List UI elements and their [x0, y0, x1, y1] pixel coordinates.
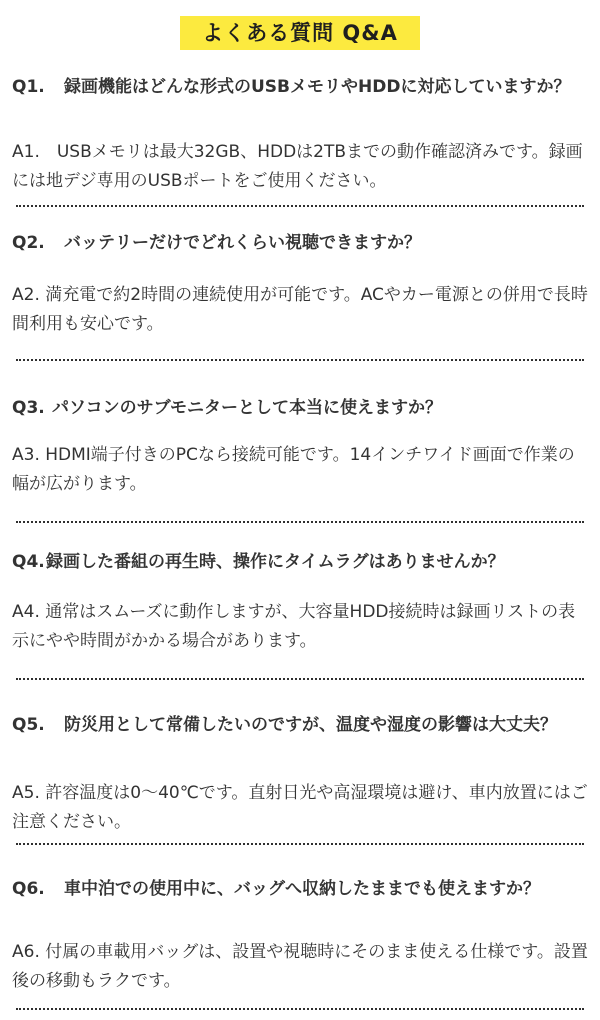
divider — [16, 205, 584, 207]
question-number: Q6. — [12, 879, 45, 899]
answer-6: A6. 付属の車載用バッグは、設置や視聴時にそのまま使える仕様です。設置後の移動もラクです。 — [12, 942, 588, 991]
header — [0, 16, 600, 50]
answer-3: A3. HDMI端子付きのPCなら接続可能です。14インチワイド画面で作業の幅が広がります。 — [12, 445, 575, 494]
answer-1: A1. USBメモリは最大32GB、HDDは2TBまでの動作確認済みです。録画には地デジ専用のUSBポートをご使用ください。 — [12, 142, 583, 191]
answer-5: A5. 許容温度は0〜40℃です。直射日光や高湿環境は避け、車内放置にはご注意ください。 — [12, 783, 588, 832]
question-number: Q4. — [12, 552, 45, 572]
answer-4: A4. 通常はスムーズに動作しますが、大容量HDD接続時は録画リストの表示にやや時間がかかる場合があります。 — [12, 602, 576, 651]
question-number: Q3. — [12, 398, 45, 418]
divider — [16, 1008, 584, 1010]
question-number: Q2. — [12, 233, 45, 253]
question-text: 録画した番組の再生時、操作にタイムラグはありませんか？ — [46, 552, 505, 572]
divider — [16, 678, 584, 680]
question-text: 防災用として常備したいのですが、温度や湿度の影響は大丈夫？ — [64, 715, 557, 735]
question-number: Q5. — [12, 715, 45, 735]
answer-2: A2. 満充電で約2時間の連続使用が可能です。ACやカー電源との併用で長時間利用も安心です。 — [12, 285, 588, 334]
question-text: 録画機能はどんな形式のUSBメモリやHDDに対応していますか？ — [64, 77, 571, 97]
question-text: 車中泊での使用中に、バッグへ収納したままでも使えますか？ — [64, 879, 540, 899]
page-title: よくある質問 Q&A — [180, 16, 420, 50]
divider — [16, 843, 584, 845]
question-text: バッテリーだけでどれくらい視聴できますか？ — [64, 233, 421, 253]
question-text: パソコンのサブモニターとして本当に使えますか？ — [52, 398, 442, 418]
divider — [16, 521, 584, 523]
question-number: Q1. — [12, 77, 45, 97]
divider — [16, 359, 584, 361]
